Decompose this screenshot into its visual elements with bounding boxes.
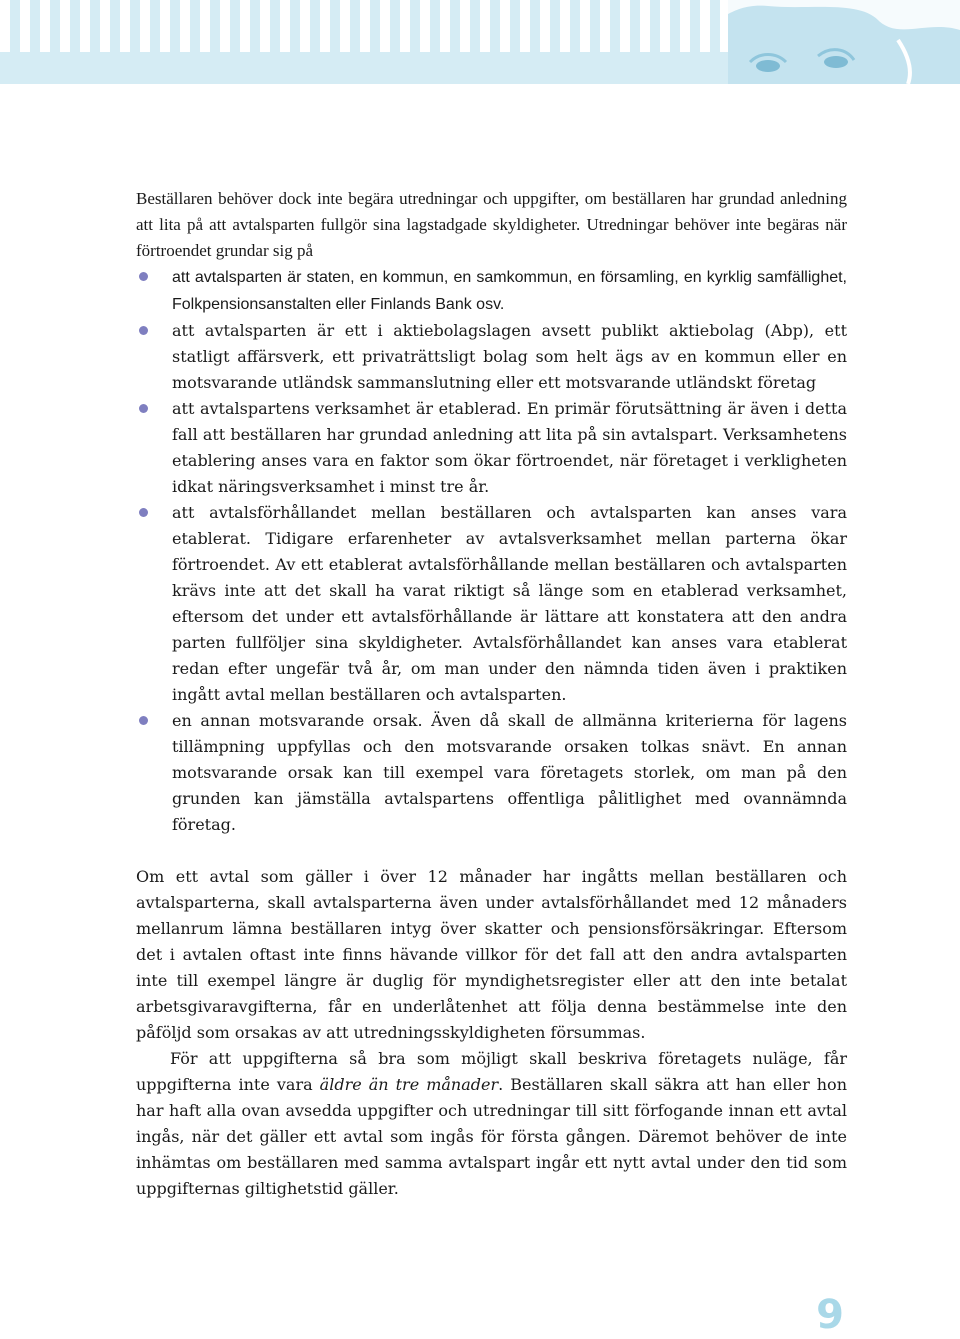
paragraph-text-end: . Beställaren skall säkra att han eller hon har haft alla ovan avsedda uppgifter och utredningar till sitt förfogande innan ett avtal ingås, när det gäller ett avtal som ingås för första gången. Däremot behöver de inte inhämtas om beställaren med samma avtalspart ingår ett nytt avtal under den tid som uppgifternas giltighetstid gäller. bbox=[136, 1075, 847, 1198]
list-item bbox=[136, 264, 847, 318]
intro-line-1: Beställaren behöver dock inte begära utredningar och uppgifter, om beställaren har grundad anledning att lita på att avtalsparten fullgör sina lagstadgade skyldigheter. bbox=[136, 189, 847, 234]
criteria-list bbox=[136, 264, 847, 838]
list-item-text: en annan motsvarande orsak. Även då skall de allmänna kriterierna för lagens tillämpning uppfyllas och den motsvarande orsaken tolkas snävt. En annan motsvarande orsak kan till exempel vara företagets storlek, om man på den grunden kan jämställa avtalspartens offentliga pålitlighet med ovannämnda företag. bbox=[172, 711, 847, 834]
list-item-text: att avtalsparten är staten, en kommun, en samkommun, en församling, en kyrklig samfällighet, Folkpensionsanstalten eller Finlands Bank osv. bbox=[172, 269, 847, 313]
list-item bbox=[136, 318, 847, 396]
body-paragraph-indented bbox=[136, 1046, 847, 1202]
header-band bbox=[0, 0, 960, 84]
bullet-icon bbox=[139, 326, 148, 335]
paragraph-gap bbox=[136, 838, 847, 864]
list-item-text: att avtalsparten är ett i aktiebolagslagen avsett publikt aktiebolag (Abp), ett statligt affärsverk, ett privaträttsligt bolag som helt ägs av en kommun eller en motsvarande utländsk sammanslutning eller ett motsvarande utländskt företag bbox=[172, 321, 847, 392]
list-item bbox=[136, 500, 847, 708]
intro-paragraph bbox=[136, 186, 847, 264]
list-item-text: att avtalsförhållandet mellan beställaren och avtalsparten kan anses vara etablerat. Tidigare erfarenheter av avtalsverksamhet mellan parterna ökar förtroendet. Av ett etablerat avtalsförhållande mellan beställaren och avtalsparten krävs inte att det skall ha varat riktigt så länge som en etablerad verksamhet, eftersom det under ett avtalsförhållande är lättare att konstatera att den andra parten fullföljer sina skyldigheter. Avtalsförhållandet kan anses vara etablerat redan efter ungefär två år, om man under den nämnda tiden även i praktiken ingått avtal mellan beställaren och avtalsparten. bbox=[172, 503, 847, 704]
bullet-icon bbox=[139, 404, 148, 413]
face-illustration-icon bbox=[728, 0, 960, 84]
page-number: 9 bbox=[816, 1292, 844, 1338]
bullet-icon bbox=[139, 508, 148, 517]
body-paragraph: Om ett avtal som gäller i över 12 månader har ingåtts mellan beställaren och avtalsparterna, skall avtalsparterna även under avtalsförhållandet med 12 månaders mellanrum lämna beställaren intyg över skatter och pensionsförsäkringar. Eftersom det i avtalen oftast inte finns hävande villkor för det fall att den andra avtalsparten inte till exempel längre är duglig för myndighetsregister eller att den inte betalat arbetsgivaravgifterna, får en underlåtenhet att följa denna bestämmelse inte den påföljd som orsakas av att utredningsskyldigheten försummas. bbox=[136, 867, 847, 1042]
bullet-icon bbox=[139, 272, 148, 281]
header-stripes bbox=[0, 0, 728, 52]
main-content bbox=[136, 186, 847, 1202]
bullet-icon bbox=[139, 716, 148, 725]
list-item-text: att avtalspartens verksamhet är etablerad. En primär förutsättning är även i detta fall att beställaren har grundad anledning att lita på sin avtalspart. Verksamhetens etablering anses vara en faktor som ökar förtroendet, när företaget i verkligheten idkat näringsverksamhet i minst tre år. bbox=[172, 399, 847, 496]
list-item bbox=[136, 396, 847, 500]
list-item bbox=[136, 708, 847, 838]
paragraph-text-start: För att uppgifterna så bra som möjligt skall beskriva företagets nuläge, får uppgifterna inte vara bbox=[136, 1049, 847, 1094]
emphasis-text: äldre än tre månader bbox=[319, 1075, 499, 1094]
intro-line-2: Utredningar behöver inte begäras när förtroendet grundar sig på bbox=[136, 215, 848, 260]
